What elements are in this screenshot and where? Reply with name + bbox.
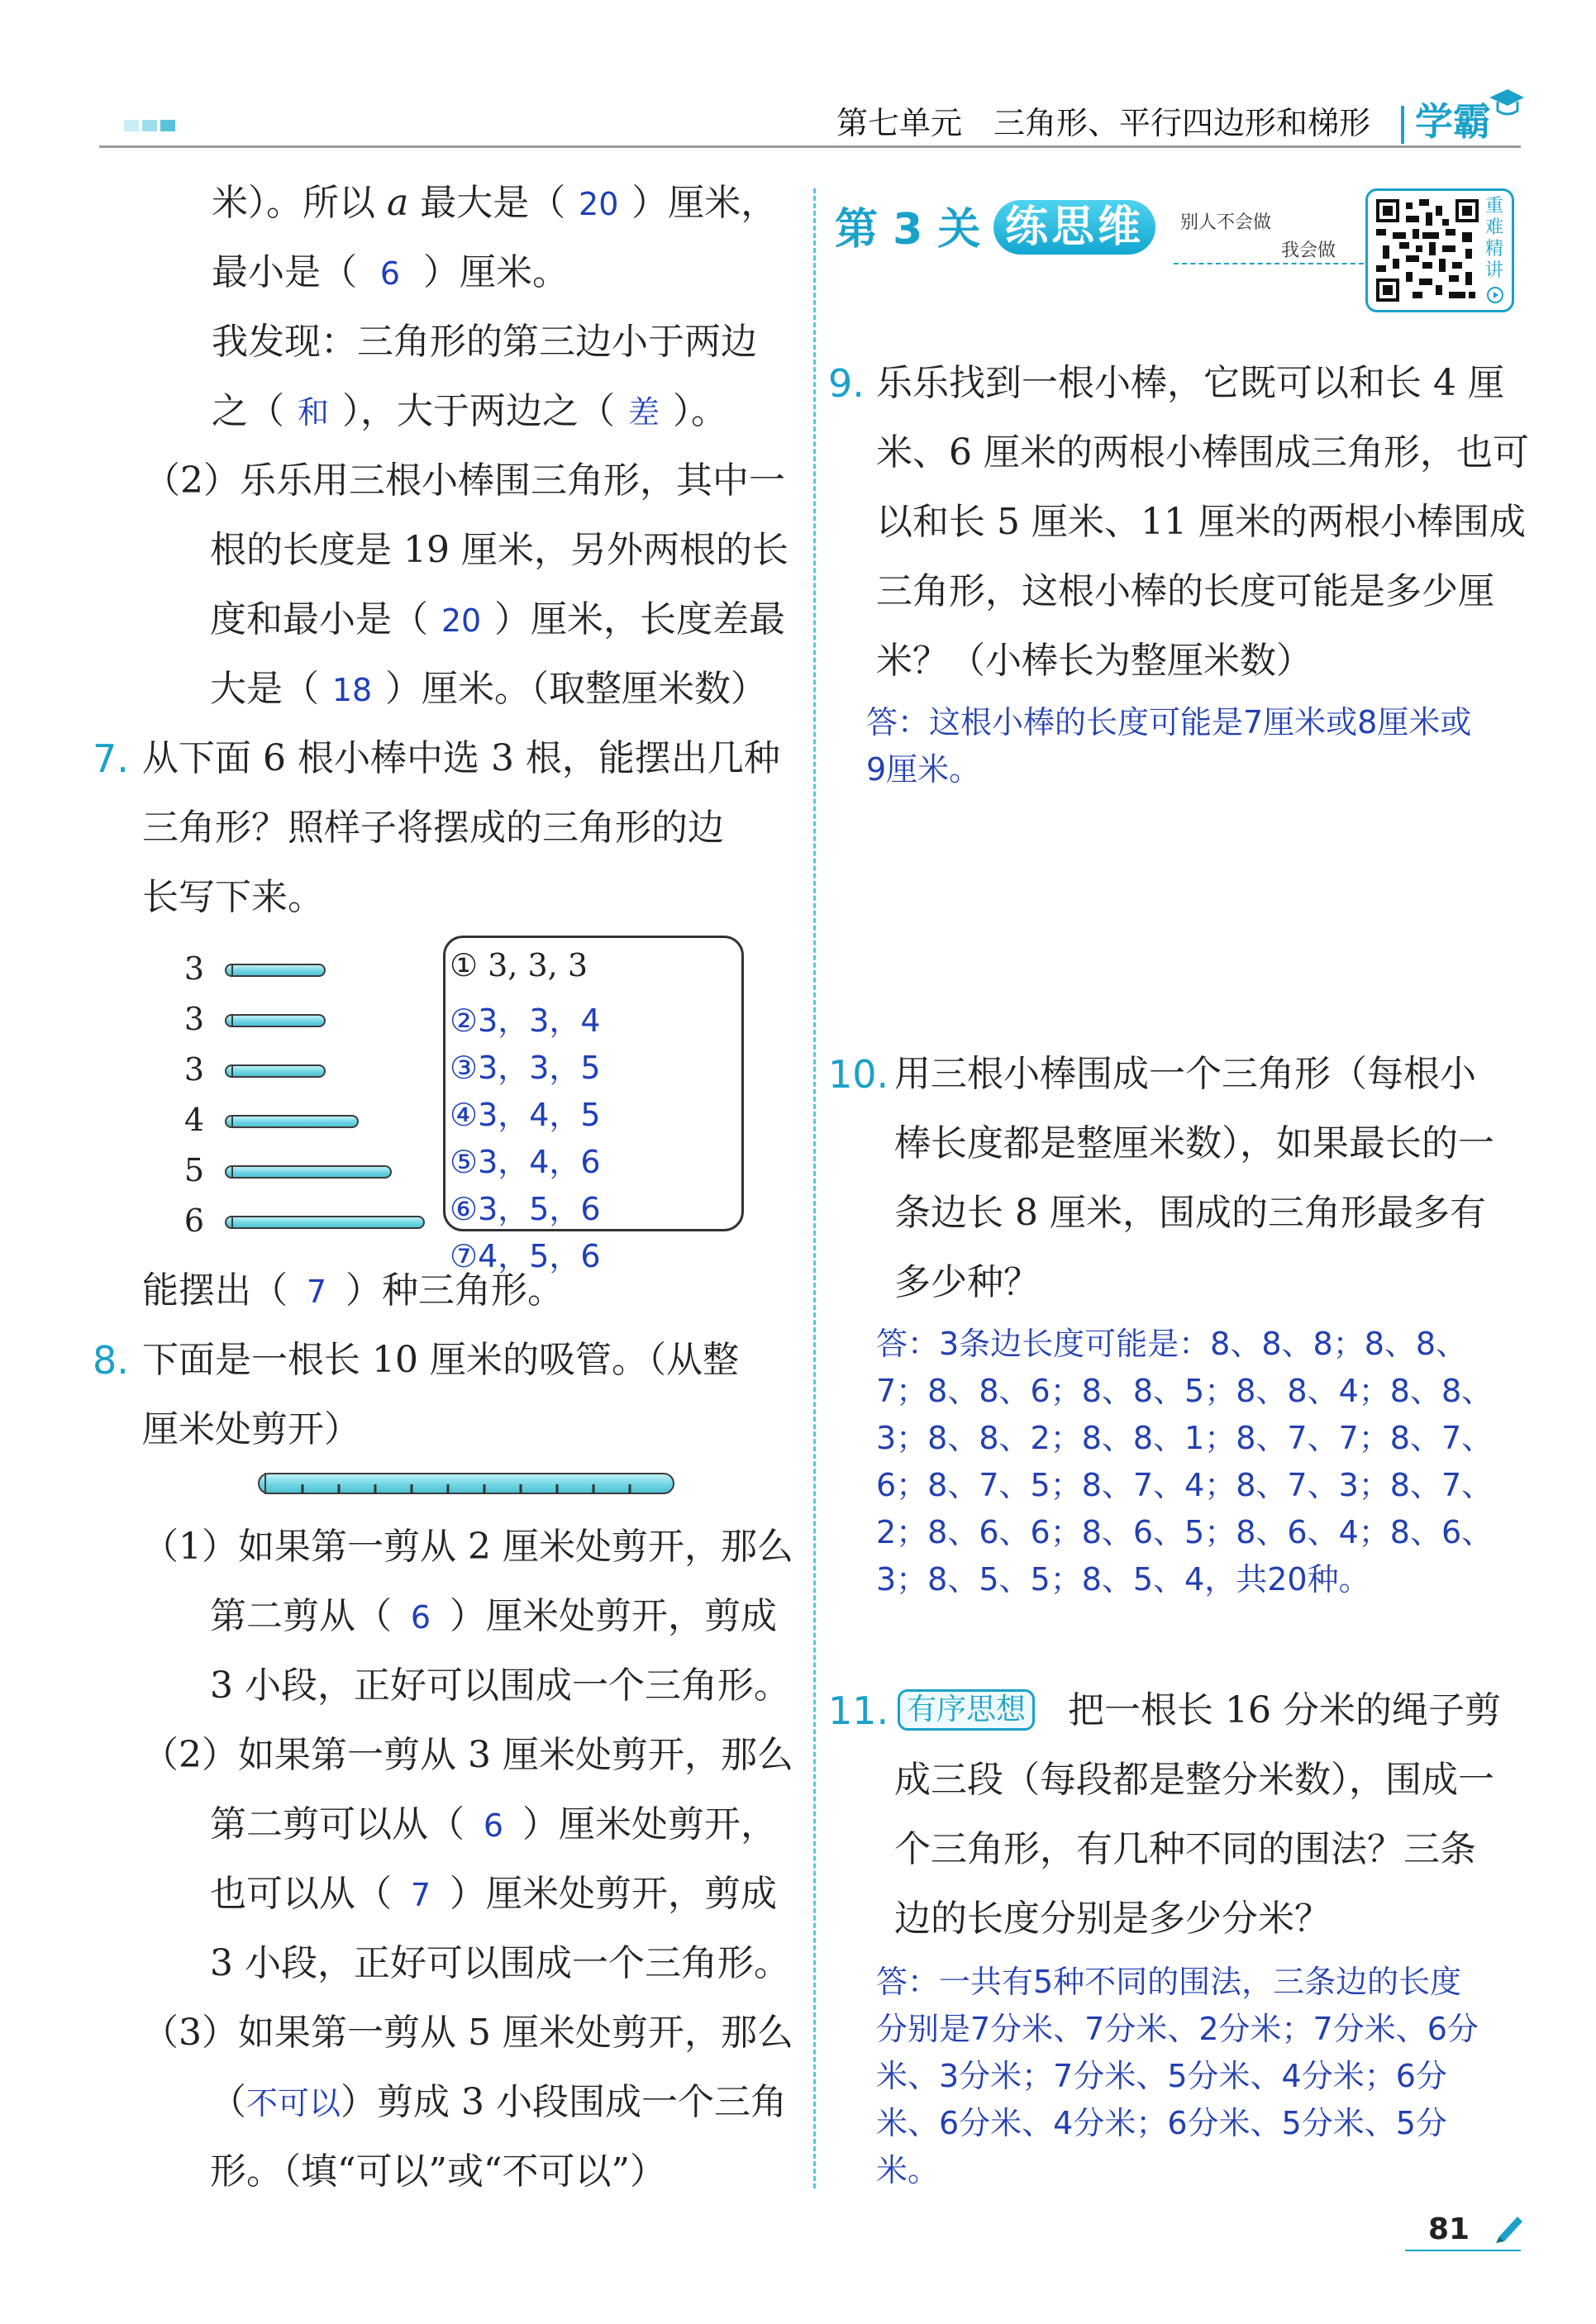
qr-code-panel[interactable] [1365, 188, 1514, 312]
q11-tag [898, 1689, 1035, 1731]
q7-line-3: 长写下来。 [142, 876, 324, 918]
q9-line-2: 米、6 厘米的两根小棒围成三角形，也可 [876, 431, 1529, 474]
q6-line-3: 我发现：三角形的第三边小于两边 [212, 321, 757, 363]
q8-p2-line-3: 也可以从（ 7 ）厘米处剪开，剪成 [210, 1860, 777, 1930]
page-number: 81 [1428, 2212, 1470, 2246]
q8-p2-line-2: 第二剪可以从（ 6 ）厘米处剪开， [210, 1790, 777, 1860]
q11-answer-line: 分别是7分米、7分米、2分米；7分米、6分 [876, 2011, 1479, 2047]
q9-answer-line-2: 9厘米。 [866, 751, 981, 788]
section-sub-2: 我会做 [1281, 240, 1336, 261]
q11-line-1: 把一根长 16 分米的绳子剪 [1068, 1689, 1501, 1731]
q9-line-1: 乐乐找到一根小棒，它既可以和长 4 厘 [876, 362, 1504, 404]
straw-ticks [258, 1469, 674, 1498]
section-sub-1: 别人不会做 [1180, 212, 1272, 233]
q6-line-4: 之（ 和 ），大于两边之（ 差 ）。 [212, 377, 727, 447]
triangle-item: ⑦4，5，6 [450, 1238, 601, 1274]
section-dotted-line [1174, 263, 1364, 264]
graduation-cap-icon [1488, 86, 1526, 119]
q7-result: 能摆出（ 7 ）种三角形。 [142, 1256, 564, 1326]
qr-code-icon [1376, 199, 1479, 302]
answer-a-min: 6 [379, 255, 401, 292]
triangle-item: ⑤3，4，6 [450, 1144, 601, 1180]
stick-label: 5 [183, 1152, 205, 1188]
q6-line-1: 米）。所以 a 最大是（ 20 ）厘米， [212, 169, 777, 239]
answer-can-or-not: 不可以 [246, 2085, 341, 2122]
header-dots [124, 119, 190, 132]
stick-label: 4 [183, 1102, 205, 1138]
q10-line-2: 棒长度都是整厘米数），如果最长的一 [894, 1122, 1494, 1164]
q10-number: 10. [828, 1052, 889, 1097]
ordered-thinking-tag: 有序思想 [898, 1689, 1035, 1731]
stick-label: 6 [183, 1202, 205, 1239]
section-badge: 练思维 [993, 200, 1155, 255]
answer-second-cut-2a: 6 [483, 1807, 504, 1844]
stick-label: 3 [183, 1051, 205, 1088]
column-divider [813, 188, 816, 2188]
q6-p2-line-4: 大是（ 18 ）厘米。（取整厘米数） [210, 655, 767, 725]
q8-p3-line-2: （不可以）剪成 3 小段围成一个三角 [210, 2081, 787, 2123]
stick [225, 1165, 392, 1179]
q6-p2-line-3: 度和最小是（ 20 ）厘米，长度差最 [210, 585, 785, 655]
triangle-item: ⑥3，5，6 [450, 1191, 601, 1227]
q11-answer-line: 米、3分米；7分米、5分米、4分米；6分 [876, 2058, 1447, 2094]
q11-number: 11. [828, 1688, 889, 1733]
header-bar [99, 145, 1521, 148]
answer-second-cut-2b: 7 [410, 1877, 431, 1913]
q8-p1-line-2: 第二剪从（ 6 ）厘米处剪开，剪成 [210, 1582, 777, 1652]
answer-sum: 和 [297, 394, 329, 431]
q8-line-2: 厘米处剪开） [142, 1408, 360, 1450]
q8-p3-line-1: （3）如果第一剪从 5 厘米处剪开，那么 [142, 2012, 793, 2054]
stick-diagram [182, 950, 430, 1248]
q6-line-2: 最小是（ 6 ）厘米。 [212, 238, 569, 308]
answer-min-sum: 20 [441, 602, 482, 639]
q7-number: 7. [93, 736, 129, 781]
triangle-item: ③3，3，5 [450, 1050, 601, 1086]
q10-answer-line: 6；8、7、5；8、7、4；8、7、3；8、7、 [876, 1467, 1494, 1503]
triangle-item: ① 3, 3, 3 [450, 947, 588, 983]
q9-line-4: 三角形，这根小棒的长度可能是多少厘 [876, 570, 1494, 612]
q8-p1-line-3: 3 小段，正好可以围成一个三角形。 [210, 1664, 790, 1707]
answer-triangle-count: 7 [306, 1274, 327, 1310]
stick-label: 3 [183, 1001, 205, 1037]
q9-line-3: 以和长 5 厘米、11 厘米的两根小棒围成 [876, 501, 1526, 543]
brand-logo: 学霸 [1415, 99, 1491, 144]
q9-number: 9. [828, 361, 865, 406]
q10-line-1: 用三根小棒围成一个三角形（每根小 [894, 1053, 1476, 1095]
q10-answer-line: 2；8、6、6；8、6、5；8、6、4；8、6、 [876, 1514, 1494, 1550]
answer-a-max: 20 [579, 186, 619, 222]
answer-second-cut-1: 6 [410, 1599, 431, 1636]
q8-number: 8. [93, 1338, 129, 1383]
q8-line-1: 下面是一根长 10 厘米的吸管。（从整 [142, 1339, 739, 1381]
q11-answer-line: 米。 [876, 2152, 940, 2188]
play-icon [1487, 287, 1503, 303]
header-separator [1401, 106, 1404, 144]
q11-line-2: 成三段（每段都是整分米数），围成一 [894, 1759, 1494, 1801]
q9-answer-line-1: 答：这根小棒的长度可能是7厘米或8厘米或 [866, 704, 1472, 741]
answer-diff: 差 [627, 394, 660, 431]
q7-line-1: 从下面 6 根小棒中选 3 根，能摆出几种 [142, 737, 780, 779]
q8-p2-line-4: 3 小段，正好可以围成一个三角形。 [210, 1942, 790, 1984]
q11-line-4: 边的长度分别是多少分米？ [894, 1898, 1331, 1940]
stick [225, 1216, 425, 1229]
q10-answer-line: 3；8、8、2；8、8、1；8、7、7；8、7、 [876, 1420, 1494, 1456]
stick [225, 1064, 326, 1078]
footer-rule [1405, 2250, 1521, 2251]
stick [225, 1014, 326, 1027]
q7-line-2: 三角形？照样子将摆成的三角形的边 [142, 807, 724, 849]
q10-answer-line: 3；8、5、5；8、5、4，共20种。 [876, 1561, 1370, 1598]
q10-line-4: 多少种？ [894, 1261, 1040, 1303]
pencil-icon [1493, 2210, 1526, 2243]
q8-p1-line-1: （1）如果第一剪从 2 厘米处剪开，那么 [142, 1526, 793, 1568]
q11-line-3: 个三角形，有几种不同的围法？三条 [894, 1828, 1476, 1870]
unit-title: 第七单元 三角形、平行四边形和梯形 [836, 105, 1371, 141]
straw-diagram [258, 1469, 674, 1498]
q10-line-3: 条边长 8 厘米，围成的三角形最多有 [894, 1192, 1486, 1234]
q6-p2-line-2: 根的长度是 19 厘米，另外两根的长 [210, 529, 788, 571]
stick-label: 3 [183, 950, 205, 987]
answer-max-diff: 18 [331, 672, 373, 708]
q10-answer-line: 答：3条边长度可能是：8、8、8；8、8、 [876, 1326, 1468, 1362]
q8-p2-line-1: （2）如果第一剪从 3 厘米处剪开，那么 [142, 1734, 793, 1776]
q8-p3-line-3: 形。（填“可以”或“不可以”） [210, 2150, 666, 2193]
q10-answer-line: 7；8、8、6；8、8、5；8、8、4；8、8、 [876, 1373, 1494, 1409]
q6-p2-line-1: （2）乐乐用三根小棒围三角形，其中一 [144, 460, 785, 502]
qr-label: 重难精讲 [1485, 196, 1504, 281]
q11-answer-line: 答：一共有5种不同的围法，三条边的长度 [876, 1964, 1462, 2000]
q11-answer-line: 米、6分米、4分米；6分米、5分米、5分 [876, 2105, 1447, 2141]
stick [225, 964, 326, 977]
triangle-item: ②3，3，4 [450, 1002, 601, 1039]
level-label: 第 3 关 [835, 205, 981, 255]
q9-line-5: 米？（小棒长为整厘米数） [876, 640, 1313, 682]
stick [225, 1115, 359, 1128]
triangle-item: ④3，4，5 [450, 1097, 601, 1133]
